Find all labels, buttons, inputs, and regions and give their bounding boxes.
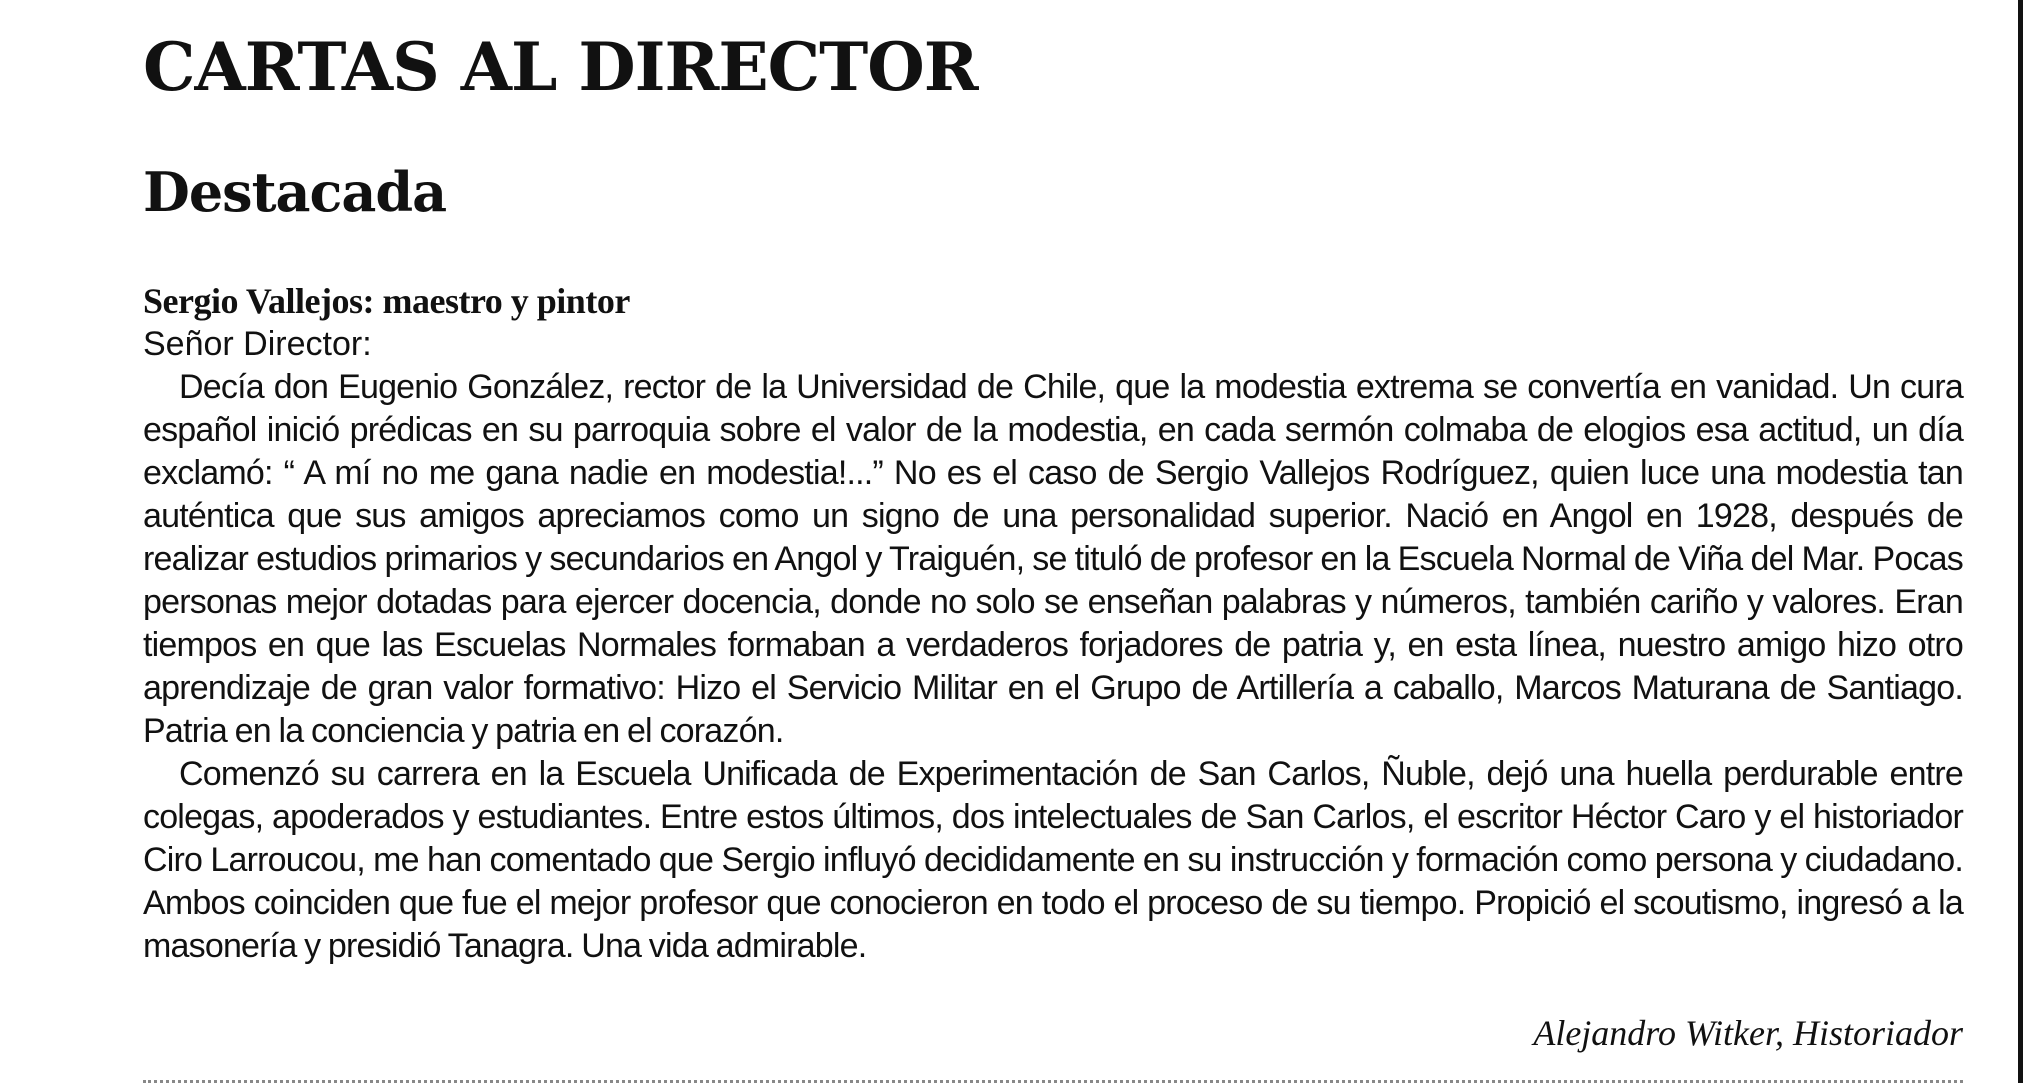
letter-paragraph: Decía don Eugenio González, rector de la Universidad de Chile, que la modestia extrema se convertía en vanidad. Un cura español inició prédicas en su parroquia sobre el valor de la modestia, en cada sermón colmaba de elogios esa actitud, un día exclamó: “ A mí no me gana nadie en modestia!...” No es el caso de Sergio Vallejos Rodríguez, quien luce una modestia tan auténtica que sus amigos apreciamos como un signo de una personalidad superior. Nació en Angol en 1928, después de realizar estudios primarios y secundarios en Angol y Traiguén, se tituló de profesor en la Escuela Normal de Viña del Mar. Pocas personas mejor dotadas para ejercer docencia, donde no solo se enseñan palabras y números, también cariño y valores. Eran tiempos en que las Escuelas Normales formaban a verdaderos forjadores de patria y, en esta línea, nuestro amigo hizo otro aprendizaje de gran valor formativo: Hizo el Servicio Militar en el Grupo de Artillería a caballo, Marcos Maturana de Santiago. Patria en la conciencia y patria en el corazón. <box>143 368 1963 750</box>
subsection-title: Destacada <box>143 160 447 224</box>
letter-title: Sergio Vallejos: maestro y pintor <box>143 281 630 321</box>
letter-paragraph: Comenzó su carrera en la Escuela Unificada de Experimentación de San Carlos, Ñuble, dejó una huella perdurable entre colegas, apoderados y estudiantes. Entre estos últimos, dos intelectuales de San Carlos, el escritor Héctor Caro y el historiador Ciro Larroucou, me han comentado que Sergio influyó decididamente en su instrucción y formación como persona y ciudadano. Ambos coinciden que fue el mejor profesor que conocieron en todo el proceso de su tiempo. Propició el scoutismo, ingresó a la masonería y presidió Tanagra. Una vida admirable. <box>143 755 1963 965</box>
letter-signature: Alejandro Witker, Historiador <box>1533 1013 1963 1053</box>
column-divider <box>2018 0 2023 1083</box>
section-title: CARTAS AL DIRECTOR <box>143 28 978 106</box>
letter-salutation: Señor Director: <box>143 325 372 363</box>
letter-article <box>143 280 1963 968</box>
